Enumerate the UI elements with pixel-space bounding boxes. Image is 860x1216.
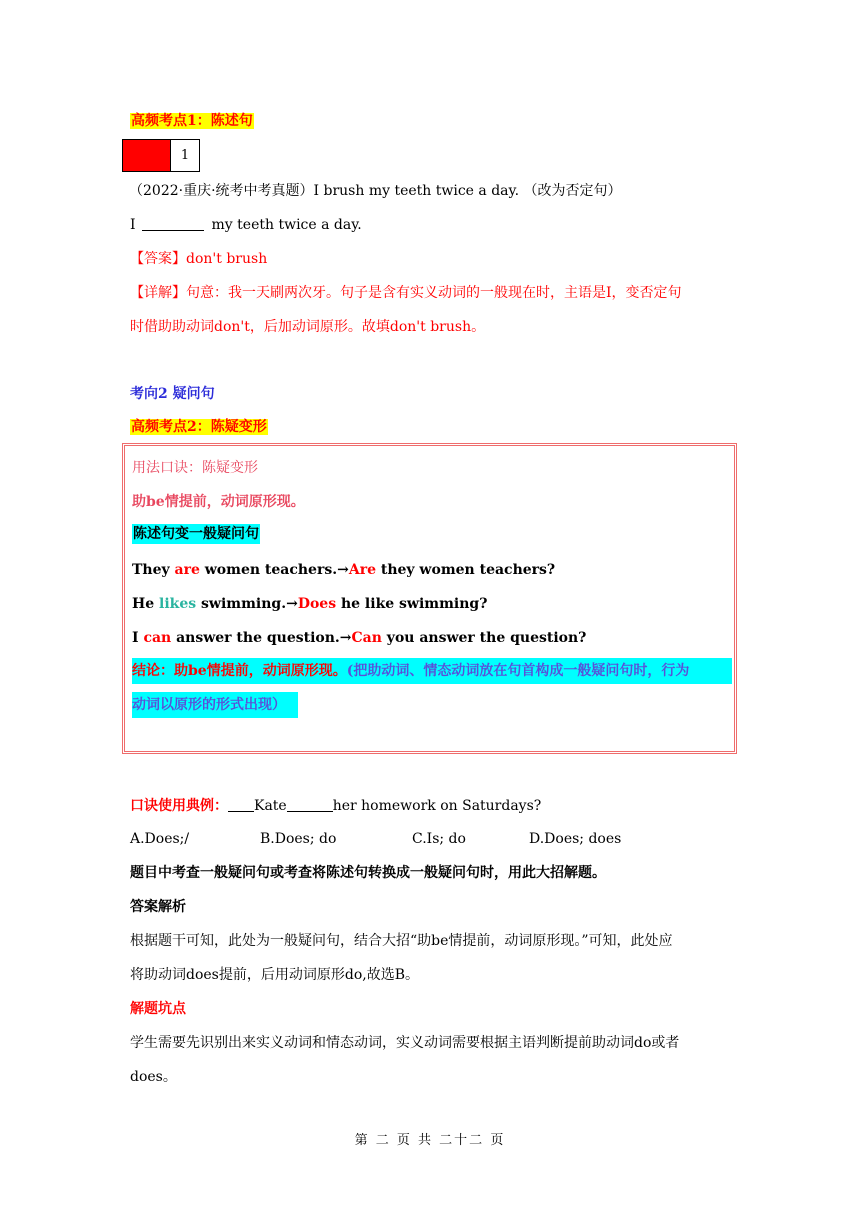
answer-blank <box>142 216 204 231</box>
example-stem <box>130 796 541 816</box>
conclusion-rest: (把助动词、情态动词放在句首构成一般疑问句时，行为 <box>346 663 690 679</box>
ex3-part-b: can <box>143 630 172 646</box>
ex2-part-c: swimming.→ <box>196 596 298 612</box>
detail-line-2: 时借助助动词don't，后加动词原形。故填don't brush。 <box>130 319 486 335</box>
fill-prefix: I <box>130 217 136 233</box>
answer-line <box>130 249 267 269</box>
conclusion-line-1 <box>132 661 689 681</box>
ex3-part-c: answer the question.→ <box>171 630 352 646</box>
mnemonic-rule: 助be情提前，动词原形现。 <box>132 494 305 510</box>
pitfall-line-2: does。 <box>130 1069 177 1085</box>
option-d: D.Does; does <box>529 831 622 847</box>
red-marker <box>123 140 170 171</box>
analysis-line-2: 将助动词does提前，后用动词原形do,故选B。 <box>130 967 419 983</box>
example-1 <box>132 560 555 580</box>
ex2-part-a: He <box>132 596 160 612</box>
topic-tag-1-text: 高频考点1：陈述句 <box>131 113 253 129</box>
topic-tag-2-text: 高频考点2：陈疑变形 <box>131 419 267 435</box>
ex1-part-b: are <box>174 562 200 578</box>
ex2-part-d: Does <box>297 596 337 612</box>
conclusion-label: 结论：助be情提前，动词原形现。 <box>132 663 347 679</box>
pitfall-line-1: 学生需要先识别出来实义动词和情态动词，实义动词需要根据主语判断提前助动词do或者 <box>130 1035 680 1051</box>
detail-line-1: 【详解】句意：我一天刷两次牙。句子是含有实义动词的一般现在时，主语是I，变否定句 <box>130 285 682 301</box>
answer-label: 【答案】 <box>130 251 186 267</box>
fill-suffix: my teeth twice a day. <box>211 217 362 233</box>
option-b: B.Does; do <box>260 831 337 847</box>
fill-line <box>130 215 362 235</box>
topic-tag-2 <box>130 417 268 437</box>
section-heading: 考向2 疑问句 <box>130 386 215 402</box>
subheading-text: 陈述句变一般疑问句 <box>133 526 259 542</box>
ex2-part-b: likes <box>159 596 197 612</box>
ex3-part-e: you answer the question? <box>381 630 587 646</box>
ex3-part-a: I <box>132 630 144 646</box>
ex1-part-e: they women teachers? <box>376 562 556 578</box>
ex1-part-a: They <box>132 562 175 578</box>
stem-blank-2 <box>287 797 333 812</box>
topic-tag-1 <box>130 111 254 131</box>
ex1-part-d: Are <box>348 562 376 578</box>
question-number-box <box>122 139 200 172</box>
ex2-part-e: he like swimming? <box>336 596 488 612</box>
pitfall-title: 解题坑点 <box>130 1001 186 1017</box>
mnemonic-title: 用法口诀：陈疑变形 <box>132 460 258 476</box>
ex1-part-c: women teachers.→ <box>199 562 349 578</box>
ex3-part-d: Can <box>351 630 382 646</box>
mnemonic-box <box>122 443 737 754</box>
example-label: 口诀使用典例： <box>130 798 228 814</box>
analysis-title: 答案解析 <box>130 899 186 915</box>
example-3 <box>132 628 586 648</box>
page-footer: 第 二 页 共 二十二 页 <box>354 1133 506 1148</box>
subheading <box>132 524 260 544</box>
option-a: A.Does;/ <box>130 831 190 847</box>
conclusion-line-2: 动词以原形的形式出现） <box>132 697 286 713</box>
analysis-line-1: 根据题干可知，此处为一般疑问句，结合大招“助be情提前，动词原形现。”可知，此处应 <box>130 933 673 949</box>
question-number: 1 <box>170 140 199 171</box>
question-text: （2022·重庆·统考中考真题）I brush my teeth twice a day. （改为否定句） <box>129 183 622 199</box>
option-c: C.Is; do <box>412 831 466 847</box>
stem-blank-1 <box>228 797 254 812</box>
example-2 <box>132 594 487 614</box>
tip-text: 题目中考查一般疑问句或考查将陈述句转换成一般疑问句时，用此大招解题。 <box>130 865 606 881</box>
stem-part-b: her homework on Saturdays? <box>332 798 542 814</box>
answer-value: don't brush <box>186 251 268 267</box>
stem-part-a: Kate <box>254 798 287 814</box>
